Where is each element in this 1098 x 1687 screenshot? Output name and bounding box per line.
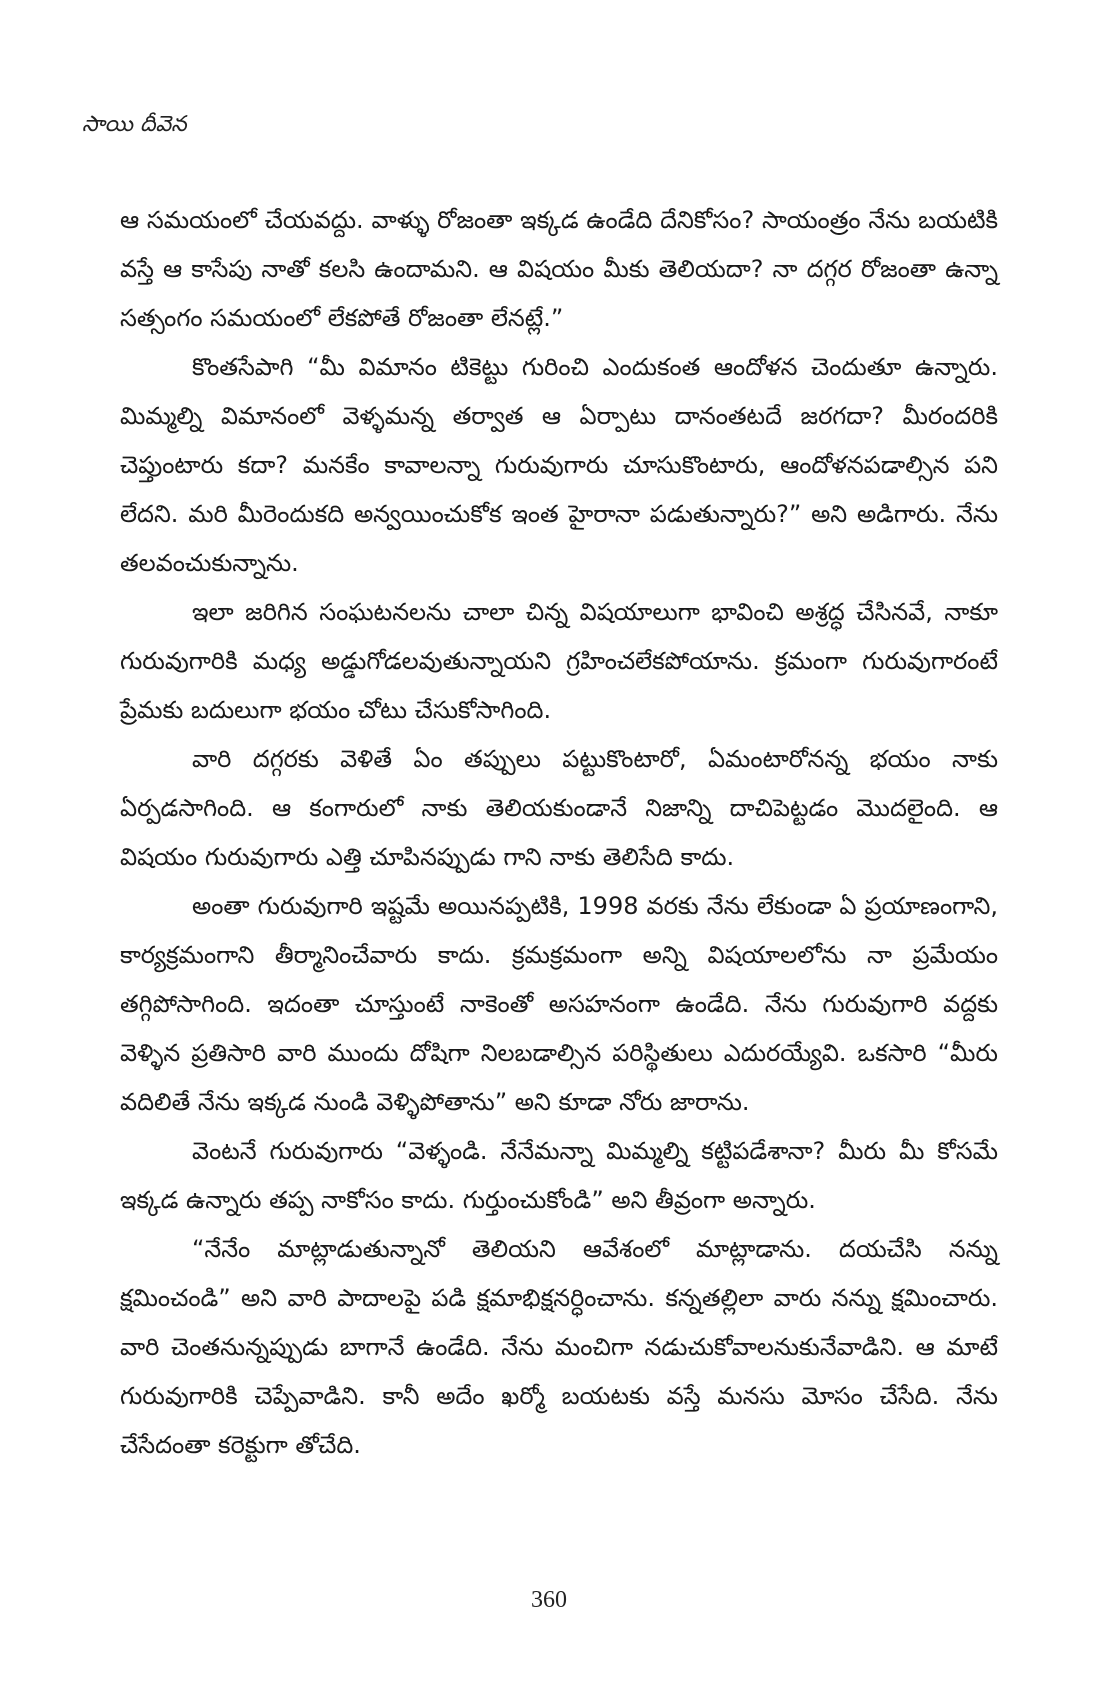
paragraph-6: వెంటనే గురువుగారు “వెళ్ళండి. నేనేమన్నా మిమ్మల్ని కట్టిపడేశానా? మీరు మీ కోసమే ఇక్కడ ఉన్నారు తప్ప నాకోసం కాదు. గుర్తుంచుకోండి” అని తీవ్రంగా అన్నారు. (120, 1137, 998, 1214)
paragraph-1: ఆ సమయంలో చేయవద్దు. వాళ్ళు రోజంతా ఇక్కడ ఉండేది దేనికోసం? సాయంత్రం నేను బయటికి వస్తే ఆ కాసేపు నాతో కలసి ఉందామని. ఆ విషయం మీకు తెలియదా? నా దగ్గర రోజంతా ఉన్నా సత్సంగం సమయంలో లేకపోతే రోజంతా లేనట్లే.” (120, 206, 998, 332)
paragraph-2: కొంతసేపాగి “మీ విమానం టికెట్టు గురించి ఎందుకంత ఆందోళన చెందుతూ ఉన్నారు. మిమ్మల్ని విమానంలో వెళ్ళమన్న తర్వాత ఆ ఏర్పాటు దానంతటదే జరగదా? మీరందరికి చెప్తుంటారు కదా? మనకేం కావాలన్నా గురువుగారు చూసుకొంటారు, ఆందోళనపడాల్సిన పని లేదని. మరి మీరెందుకది అన్వయించుకోక ఇంత హైరానా పడుతున్నారు?” అని అడిగారు. నేను తలవంచుకున్నాను. (120, 353, 998, 577)
running-title: సాయి దీవెన (82, 112, 187, 137)
page-number: 360 (531, 1587, 567, 1613)
paragraph-4: వారి దగ్గరకు వెళితే ఏం తప్పులు పట్టుకొంటారో, ఏమంటారోనన్న భయం నాకు ఏర్పడసాగింది. ఆ కంగారులో నాకు తెలియకుండానే నిజాన్ని దాచిపెట్టడం మొదలైంది. ఆ విషయం గురువుగారు ఎత్తి చూపినప్పుడు గాని నాకు తెలిసేది కాదు. (120, 745, 998, 871)
paragraph-5: అంతా గురువుగారి ఇష్టమే అయినప్పటికి, 1998 వరకు నేను లేకుండా ఏ ప్రయాణంగాని, కార్యక్రమంగాని తీర్మానించేవారు కాదు. క్రమక్రమంగా అన్ని విషయాలలోను నా ప్రమేయం తగ్గిపోసాగింది. ఇదంతా చూస్తుంటే నాకెంతో అసహనంగా ఉండేది. నేను గురువుగారి వద్దకు వెళ్ళిన ప్రతిసారి వారి ముందు దోషిగా నిలబడాల్సిన పరిస్థితులు ఎదురయ్యేవి. ఒకసారి “మీరు వదిలితే నేను ఇక్కడ నుండి వెళ్ళిపోతాను” అని కూడా నోరు జారాను. (120, 892, 998, 1116)
paragraph-3: ఇలా జరిగిన సంఘటనలను చాలా చిన్న విషయాలుగా భావించి అశ్రద్ధ చేసినవే, నాకూ గురువుగారికి మధ్య అడ్డుగోడలవుతున్నాయని గ్రహించలేకపోయాను. క్రమంగా గురువుగారంటే ప్రేమకు బదులుగా భయం చోటు చేసుకోసాగింది. (120, 598, 998, 724)
body-text (120, 196, 998, 1470)
paragraph-7: “నేనేం మాట్లాడుతున్నానో తెలియని ఆవేశంలో మాట్లాడాను. దయచేసి నన్ను క్షమించండి” అని వారి పాదాలపై పడి క్షమాభిక్షనర్ధించాను. కన్నతల్లిలా వారు నన్ను క్షమించారు. వారి చెంతనున్నప్పుడు బాగానే ఉండేది. నేను మంచిగా నడుచుకోవాలనుకునేవాడిని. ఆ మాటే గురువుగారికి చెప్పేవాడిని. కానీ అదేం ఖర్మో బయటకు వస్తే మనసు మోసం చేసేది. నేను చేసేదంతా కరెక్టుగా తోచేది. (120, 1235, 998, 1459)
